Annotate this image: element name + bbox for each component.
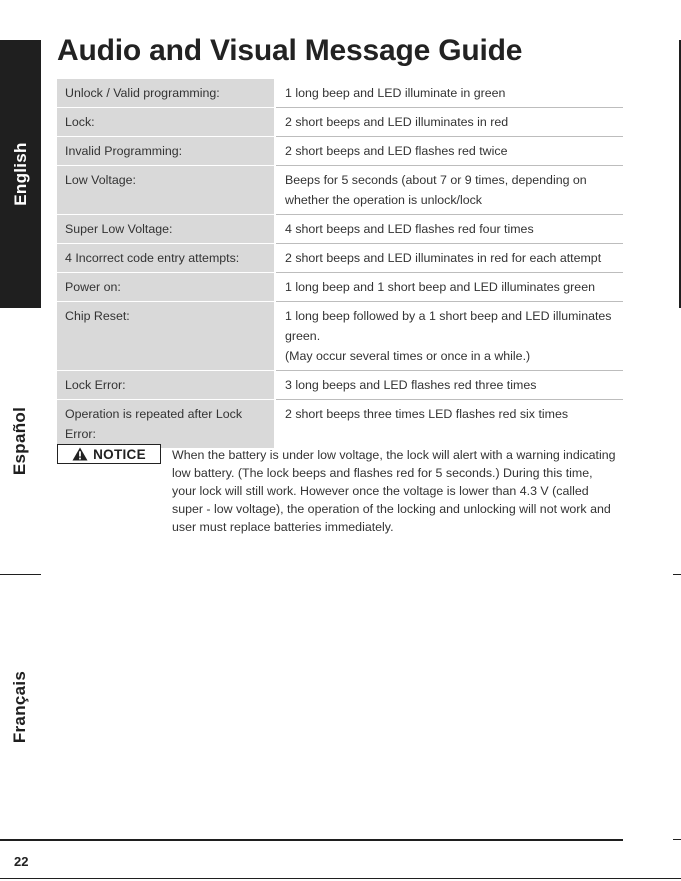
table-row <box>57 400 623 449</box>
signal-cell: 2 short beeps three times LED flashes red six times <box>285 407 569 421</box>
page-number: 22 <box>14 854 29 869</box>
bottom-rule <box>0 878 681 879</box>
table-row <box>57 166 623 215</box>
condition-cell: Super Low Voltage: <box>57 215 274 244</box>
tab-espanol-label: Español <box>10 406 30 476</box>
signal-cell: 1 long beep and LED illuminate in green <box>276 79 623 108</box>
signal-cell: 2 short beeps and LED illuminates in red <box>276 108 623 137</box>
warning-triangle-icon <box>72 447 88 461</box>
notice-badge <box>57 444 161 464</box>
table-row <box>57 108 623 137</box>
signal-cell: 2 short beeps and LED flashes red twice <box>276 137 623 166</box>
condition-cell: Chip Reset: <box>57 302 274 371</box>
tab-espanol[interactable] <box>0 308 41 574</box>
signal-note: (May occur several times or once in a while.) <box>285 349 531 363</box>
condition-cell: Invalid Programming: <box>57 137 274 166</box>
notice-text: When the battery is under low voltage, the lock will alert with a warning indicating low battery. (The lock beeps and flashes red for 5 seconds.) During this time, your lock will still work. However once the voltage is lower than 4.3 V (called super - low voltage), the operation of the locking and unlocking will not work and user must replace batteries immediately. <box>172 448 616 534</box>
condition-cell: Operation is repeated after Lock Error: <box>57 400 274 449</box>
notice-label: NOTICE <box>93 446 146 462</box>
condition-cell: Lock: <box>57 108 274 137</box>
condition-cell: Low Voltage: <box>57 166 274 215</box>
tab-francais-label: Français <box>10 670 30 744</box>
condition-cell: Unlock / Valid programming: <box>57 79 274 108</box>
condition-cell: Lock Error: <box>57 371 274 400</box>
signal-cell: 2 short beeps and LED illuminates in red for each attempt <box>276 244 623 273</box>
signal-cell: Beeps for 5 seconds (about 7 or 9 times, depending on whether the operation is unlock/lock <box>276 166 623 215</box>
footer-rule <box>0 839 623 841</box>
message-guide-table <box>57 79 623 448</box>
signal-cell <box>276 302 623 371</box>
page-title: Audio and Visual Message Guide <box>57 34 523 67</box>
table-row <box>57 215 623 244</box>
table-row <box>57 137 623 166</box>
edge-tick <box>673 839 681 840</box>
signal-text: 1 long beep followed by a 1 short beep and LED illuminates green. <box>285 309 612 343</box>
signal-cell: 1 long beep and 1 short beep and LED illuminates green <box>276 273 623 302</box>
condition-cell: Power on: <box>57 273 274 302</box>
table-row <box>57 371 623 400</box>
tab-english[interactable] <box>0 40 41 308</box>
condition-cell: 4 Incorrect code entry attempts: <box>57 244 274 273</box>
table-row <box>57 302 623 371</box>
tab-francais[interactable] <box>0 574 41 840</box>
table-row <box>57 273 623 302</box>
edge-tick <box>673 574 681 575</box>
signal-cell: 3 long beeps and LED flashes red three times <box>276 371 623 400</box>
language-tabs <box>0 0 42 881</box>
tab-english-label: English <box>10 142 30 206</box>
signal-cell: 4 short beeps and LED flashes red four times <box>276 215 623 244</box>
table-row <box>57 244 623 273</box>
table-row <box>57 79 623 108</box>
